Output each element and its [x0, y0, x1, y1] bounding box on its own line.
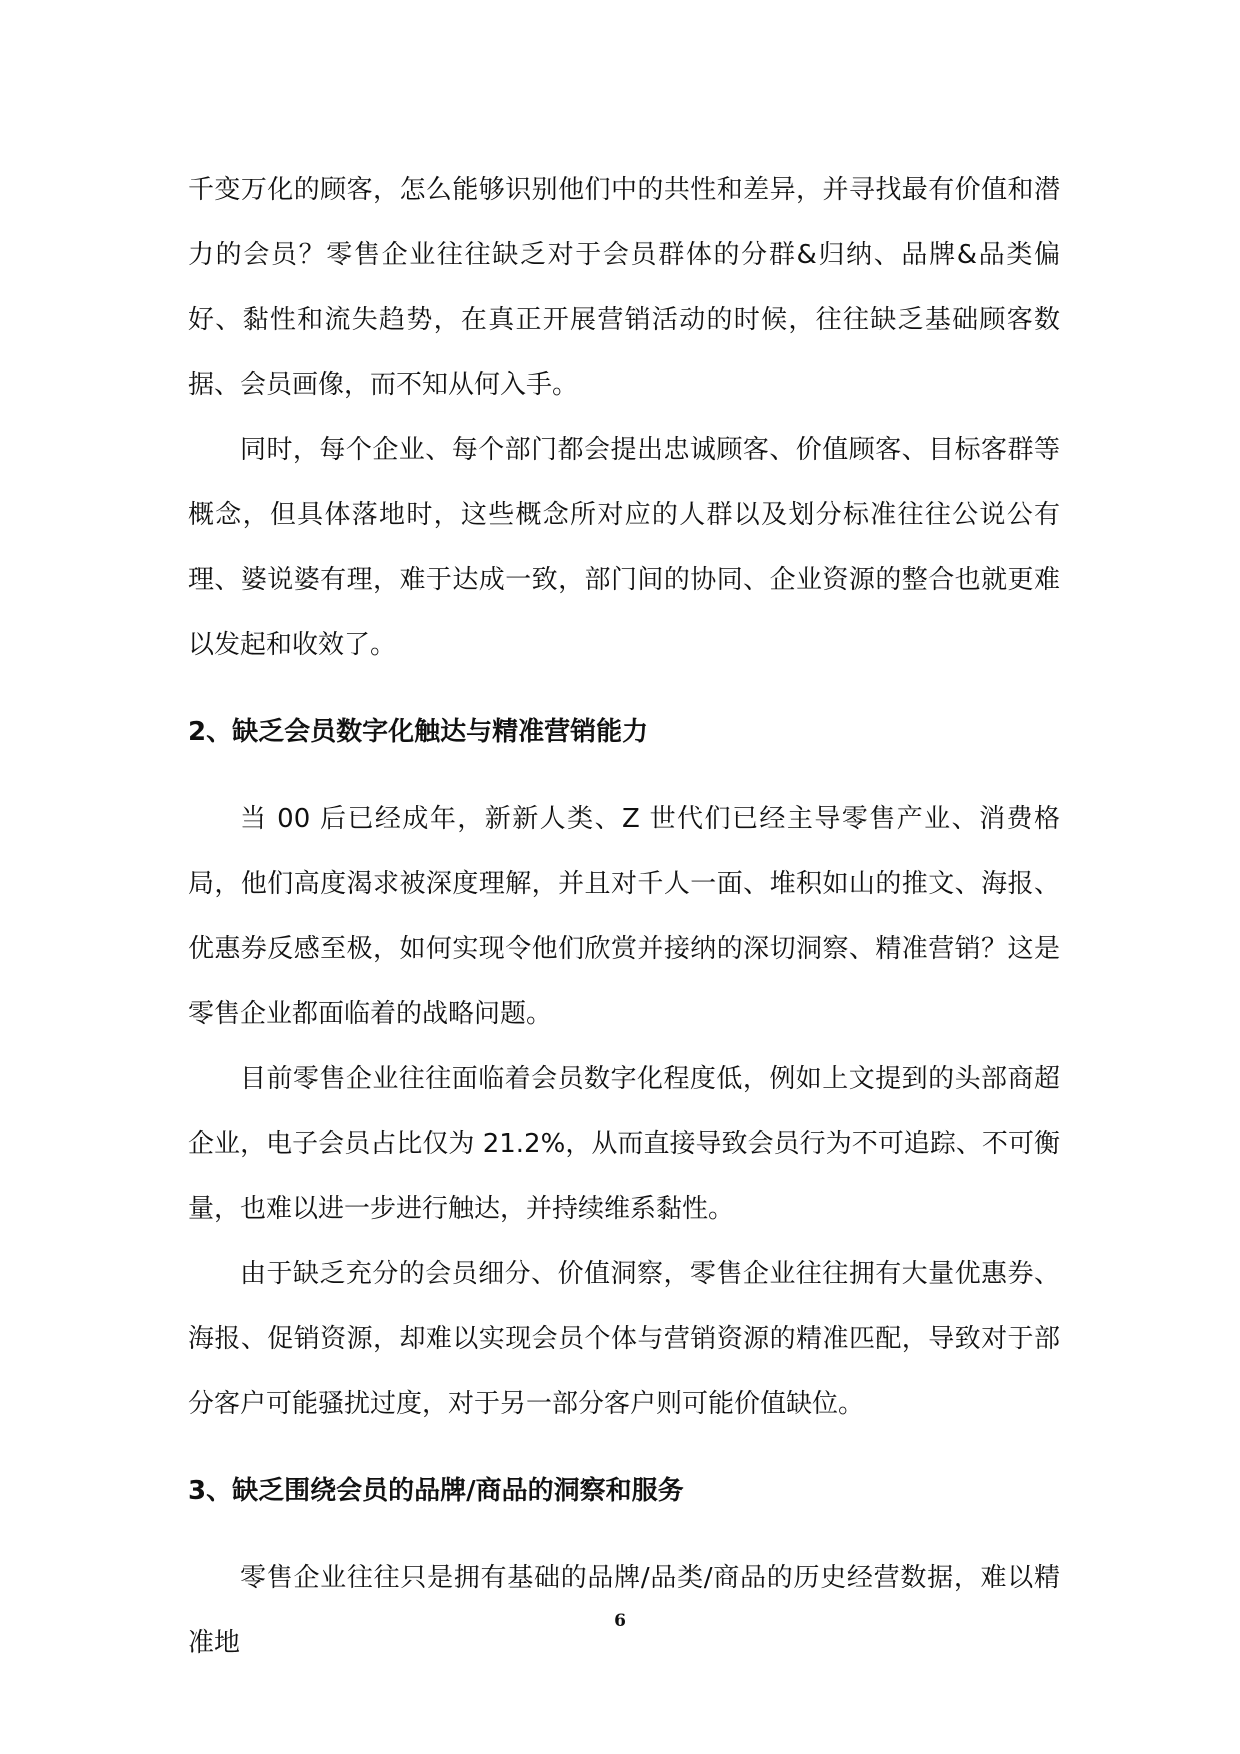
- page-number: 6: [614, 1611, 626, 1631]
- paragraph: 同时，每个企业、每个部门都会提出忠诚顾客、价值顾客、目标客群等概念，但具体落地时，这些概念所对应的人群以及划分标准往往公说公有理、婆说婆有理，难于达成一致，部门间的协同、企业资源的整合也就更难以发起和收效了。: [188, 435, 1060, 660]
- section-heading: 2、缺乏会员数字化触达与精准营销能力: [188, 717, 649, 747]
- document-body: [188, 158, 1060, 1676]
- paragraph: 由于缺乏充分的会员细分、价值洞察，零售企业往往拥有大量优惠券、海报、促销资源，却难以实现会员个体与营销资源的精准匹配，导致对于部分客户可能骚扰过度，对于另一部分客户则可能价值缺位。: [188, 1259, 1060, 1419]
- paragraph: 当 00 后已经成年，新新人类、Z 世代们已经主导零售产业、消费格局，他们高度渴求被深度理解，并且对千人一面、堆积如山的推文、海报、优惠券反感至极，如何实现令他们欣赏并接纳的深切洞察、精准营销？这是零售企业都面临着的战略问题。: [188, 804, 1060, 1029]
- paragraph: 零售企业往往只是拥有基础的品牌/品类/商品的历史经营数据，难以精准地: [188, 1563, 1060, 1658]
- section-heading: 3、缺乏围绕会员的品牌/商品的洞察和服务: [188, 1476, 684, 1506]
- paragraph: 目前零售企业往往面临着会员数字化程度低，例如上文提到的头部商超企业，电子会员占比仅为 21.2%，从而直接导致会员行为不可追踪、不可衡量，也难以进一步进行触达，并持续维系黏性。: [188, 1064, 1060, 1224]
- paragraph: 千变万化的顾客，怎么能够识别他们中的共性和差异，并寻找最有价值和潜力的会员？零售企业往往缺乏对于会员群体的分群&归纳、品牌&品类偏好、黏性和流失趋势，在真正开展营销活动的时候，往往缺乏基础顾客数据、会员画像，而不知从何入手。: [188, 175, 1060, 400]
